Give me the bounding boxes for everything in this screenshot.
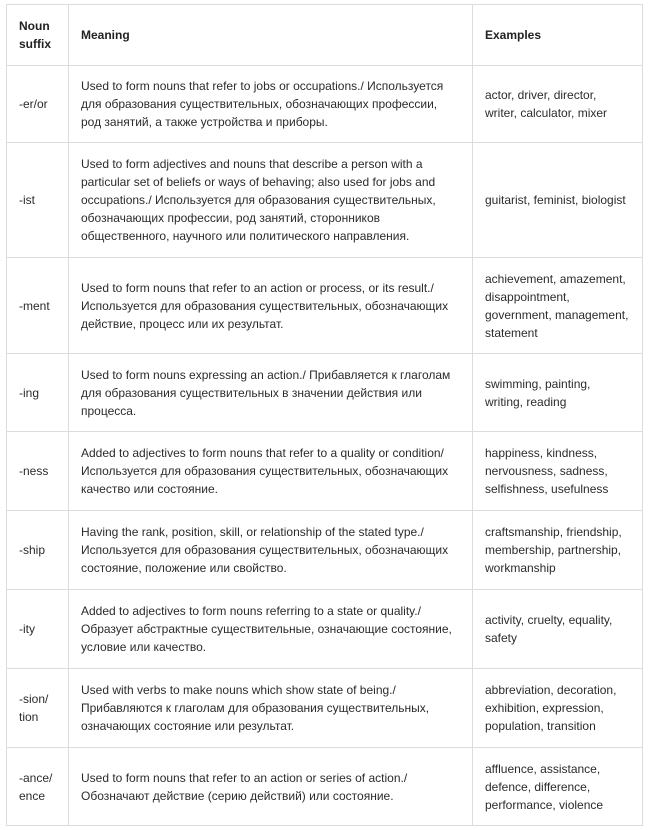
meaning-cell: Added to adjectives to form nouns referring to a state or quality./ Образует абстрактные существительные, означающие состояние, условие или качество.	[69, 590, 473, 669]
column-header-examples: Examples	[473, 5, 643, 66]
examples-cell: guitarist, feminist, biologist	[473, 143, 643, 258]
meaning-cell: Added to adjectives to form nouns that refer to a quality or condition/ Используется для образования существительных, обозначающих качество или состояние.	[69, 432, 473, 511]
table-row	[7, 669, 643, 748]
table-row	[7, 66, 643, 143]
suffix-line2: tion	[19, 710, 39, 724]
meaning-cell: Used to form nouns expressing an action./ Прибавляется к глаголам для образования существительных в значении действия или процесса.	[69, 354, 473, 432]
suffix-cell: -ist	[7, 143, 69, 258]
examples-cell: achievement, amazement, disappointment, government, management, statement	[473, 258, 643, 354]
suffix-cell	[7, 669, 69, 748]
table-row	[7, 511, 643, 590]
examples-cell: swimming, painting, writing, reading	[473, 354, 643, 432]
suffix-cell: -ship	[7, 511, 69, 590]
meaning-cell: Used to form nouns that refer to an action or process, or its result./ Используется для образования существительных, обозначающих действие, процесс или их результат.	[69, 258, 473, 354]
suffix-cell: -ment	[7, 258, 69, 354]
suffix-cell: -ness	[7, 432, 69, 511]
meaning-cell: Used to form nouns that refer to an action or series of action./ Обозначают действие (серию действий) или состояние.	[69, 748, 473, 826]
examples-cell: abbreviation, decoration, exhibition, expression, population, transition	[473, 669, 643, 748]
suffix-line1: -sion/	[19, 692, 49, 706]
column-header-suffix-line1: Noun	[19, 19, 50, 33]
table-row	[7, 748, 643, 826]
suffix-line1: -ance/	[19, 770, 53, 785]
examples-cell: happiness, kindness, nervousness, sadness, selfishness, usefulness	[473, 432, 643, 511]
table-row	[7, 143, 643, 258]
table-row	[7, 258, 643, 354]
column-header-suffix	[7, 5, 69, 66]
table-header-row	[7, 5, 643, 66]
suffix-line2: ence	[19, 788, 46, 803]
suffix-cell: -er/or	[7, 66, 69, 143]
examples-cell: actor, driver, director, writer, calculator, mixer	[473, 66, 643, 143]
table-row	[7, 590, 643, 669]
suffix-cell	[7, 748, 69, 826]
column-header-meaning: Meaning	[69, 5, 473, 66]
meaning-cell: Used with verbs to make nouns which show state of being./ Прибавляются к глаголам для образования существительных, означающих состояние или результат.	[69, 669, 473, 748]
suffix-cell: -ing	[7, 354, 69, 432]
suffix-cell: -ity	[7, 590, 69, 669]
meaning-cell: Having the rank, position, skill, or relationship of the stated type./ Используется для образования существительных, обозначающих состояние, положение или свойство.	[69, 511, 473, 590]
noun-suffix-table	[6, 4, 643, 826]
examples-cell: activity, cruelty, equality, safety	[473, 590, 643, 669]
meaning-cell: Used to form nouns that refer to jobs or occupations./ Используется для образования существительных, обозначающих профессии, род занятий, а также устройства и приборы.	[69, 66, 473, 143]
meaning-cell: Used to form adjectives and nouns that describe a person with a particular set of beliefs or ways of behaving; also used for jobs and occupations./ Используется для образования существительных, обозначающих профессии, род занятий, сторонников общественного, научного или политического направления.	[69, 143, 473, 258]
examples-cell: affluence, assistance, defence, difference, performance, violence	[473, 748, 643, 826]
table-row	[7, 432, 643, 511]
column-header-suffix-line2: suffix	[19, 37, 52, 51]
table-row	[7, 354, 643, 432]
examples-cell: craftsmanship, friendship, membership, partnership, workmanship	[473, 511, 643, 590]
